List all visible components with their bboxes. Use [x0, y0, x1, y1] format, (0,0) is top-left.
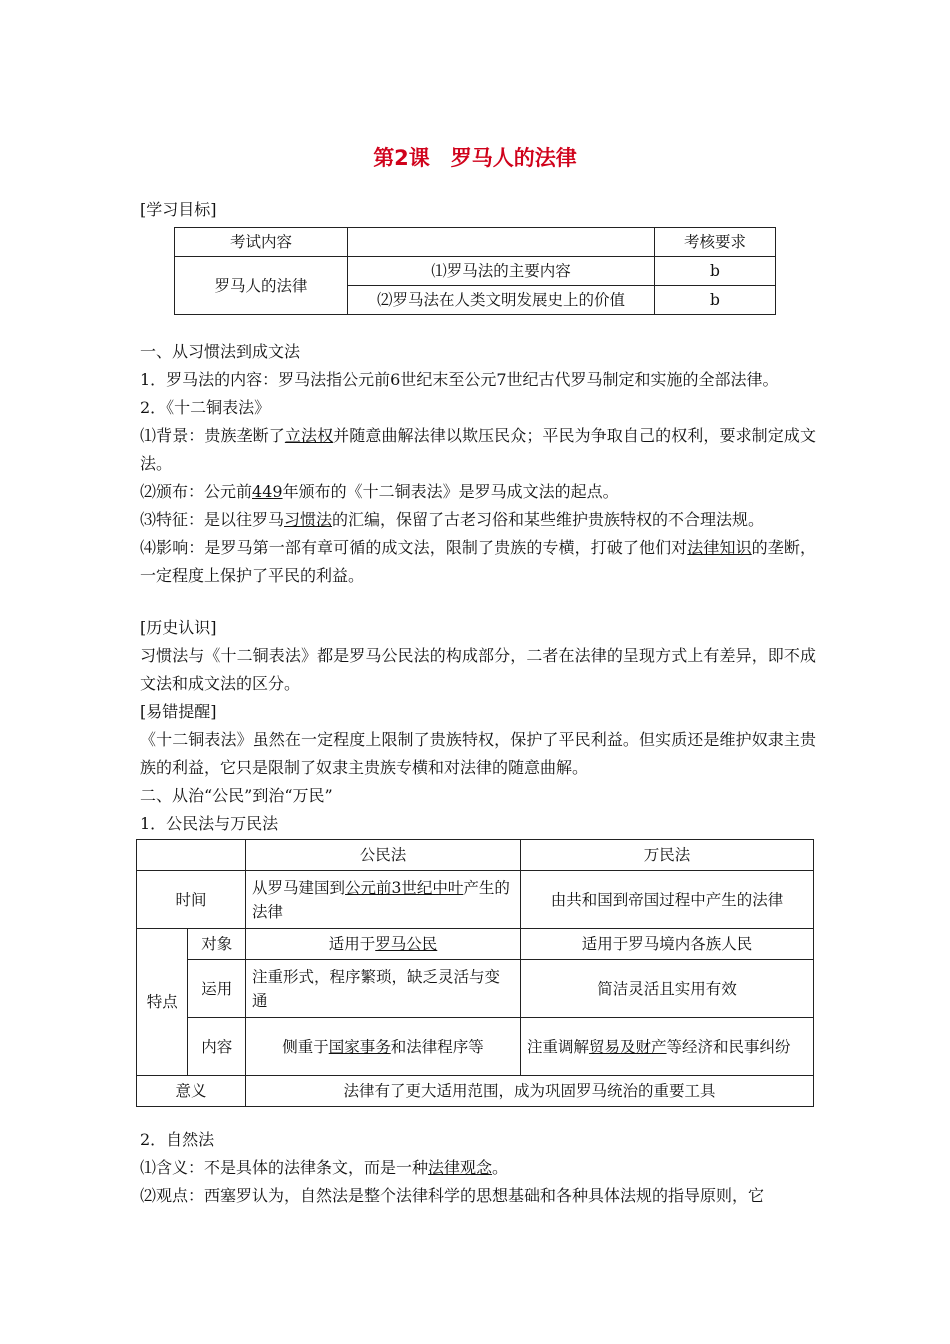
history-text: 习惯法与《十二铜表法》都是罗马公民法的构成部分，二者在法律的呈现方式上有差异，即不成文法和成文法的区分。: [140, 646, 816, 693]
row-label-object: 对象: [188, 929, 246, 960]
warning-label: [易错提醒]: [140, 702, 217, 721]
goals-header-content: 考试内容: [175, 228, 348, 257]
warning-text: 《十二铜表法》虽然在一定程度上限制了贵族特权，保护了平民利益。但实质还是维护奴隶主贵族的利益，它只是限制了奴隶主贵族专横和对法律的随意曲解。: [140, 730, 816, 777]
table-corner: [137, 840, 246, 871]
goals-header-level: 考核要求: [655, 228, 776, 257]
promulgation-line: ⑵颁布：公元前449年颁布的《十二铜表法》是罗马成文法的起点。: [140, 482, 619, 501]
feature-line: ⑶特征：是以往罗马习惯法的汇编，保留了古老习俗和某些维护贵族特权的不合理法规。: [140, 510, 765, 529]
goals-row-content: ⑴罗马法的主要内容: [348, 257, 655, 286]
row-label-significance: 意义: [137, 1076, 246, 1107]
section1-heading: 一、从习惯法到成文法: [140, 342, 301, 361]
goals-topic: 罗马人的法律: [175, 257, 348, 315]
goals-header-blank: [348, 228, 655, 257]
goals-row-content: ⑵罗马法在人类文明发展史上的价值: [348, 286, 655, 315]
significance-text: 法律有了更大适用范围，成为巩固罗马统治的重要工具: [246, 1076, 814, 1107]
goals-table: [174, 227, 776, 315]
civil-object: 适用于罗马公民: [246, 929, 521, 960]
section2-sub1: 1．公民法与万民法: [140, 814, 279, 833]
law-comparison-table: [136, 839, 814, 1107]
row-label-application: 运用: [188, 960, 246, 1018]
section2-heading: 二、从治“公民”到治“万民”: [140, 786, 333, 805]
natural-law-meaning: ⑴含义：不是具体的法律条文，而是一种法律观念。: [140, 1158, 509, 1177]
peoples-object: 适用于罗马境内各族人民: [521, 929, 814, 960]
header-peoples-law: 万民法: [521, 840, 814, 871]
header-civil-law: 公民法: [246, 840, 521, 871]
peoples-application: 简洁灵活且实用有效: [521, 960, 814, 1018]
row-label-features: 特点: [137, 929, 188, 1076]
row-label-content: 内容: [188, 1018, 246, 1076]
civil-content: 侧重于国家事务和法律程序等: [246, 1018, 521, 1076]
goals-label: [学习目标]: [140, 200, 217, 219]
civil-time: 从罗马建国到公元前3世纪中叶产生的法律: [246, 871, 521, 929]
background-para: ⑴背景：贵族垄断了立法权并随意曲解法律以欺压民众；平民为争取自己的权利，要求制定成文法。: [140, 426, 816, 473]
row-label-time: 时间: [137, 871, 246, 929]
section1-p2: 2．《十二铜表法》: [140, 398, 271, 417]
peoples-content: 注重调解贸易及财产等经济和民事纠纷: [521, 1018, 814, 1076]
peoples-time: 由共和国到帝国过程中产生的法律: [521, 871, 814, 929]
history-label: [历史认识]: [140, 618, 217, 637]
page-title: 第2课 罗马人的法律: [373, 146, 577, 170]
civil-application: 注重形式，程序繁琐，缺乏灵活与变通: [246, 960, 521, 1018]
section1-p1: 1．罗马法的内容：罗马法指公元前6世纪末至公元7世纪古代罗马制定和实施的全部法律。: [140, 370, 779, 389]
section2-sub2: 2．自然法: [140, 1130, 215, 1149]
influence-para: ⑷影响：是罗马第一部有章可循的成文法，限制了贵族的专横，打破了他们对法律知识的垄断，一定程度上保护了平民的利益。: [140, 538, 816, 585]
natural-law-view: ⑵观点：西塞罗认为，自然法是整个法律科学的思想基础和各种具体法规的指导原则，它: [140, 1186, 765, 1205]
goals-row-level: b: [655, 286, 776, 315]
goals-row-level: b: [655, 257, 776, 286]
